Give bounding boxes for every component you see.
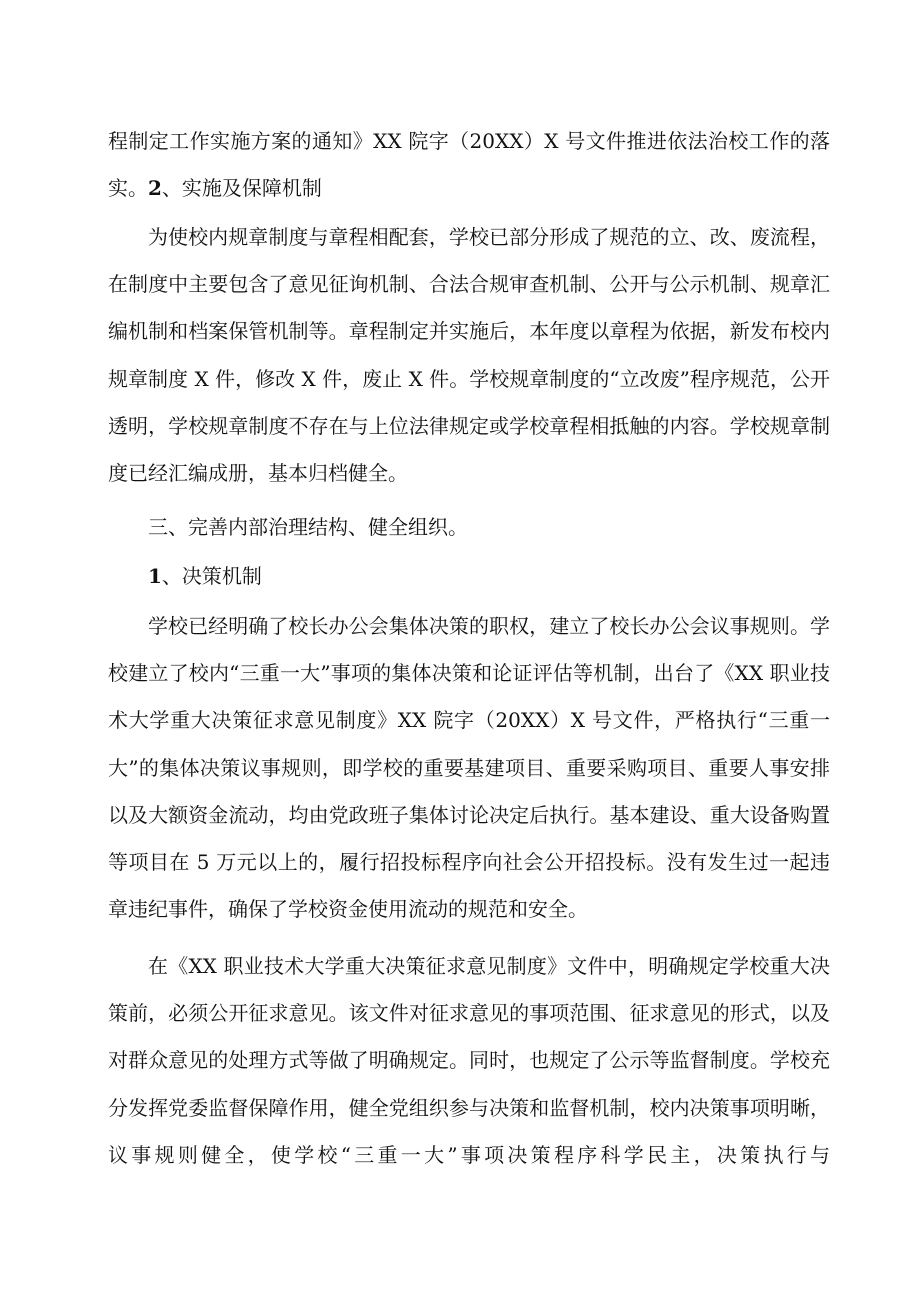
paragraph-decision: 学校已经明确了校长办公会集体决策的职权，建立了校长办公会议事规则。学校建立了校内“三重一大”事项的集体决策和论证评估等机制，出台了《XX 职业技术大学重大决策征求意见制度》XX 院字（20XX）X 号文件，严格执行“三重一大”的集体决策议事规则，即学校的重要基建项目、重要采购项目、重要人事安排以及大额资金流动，均由党政班子集体讨论决定后执行。基本建设、重大设备购置等项目在 5 万元以上的，履行招投标程序向社会公开招投标。没有发生过一起违章违纪事件，确保了学校资金使用流动的规范和安全。 xyxy=(108,614,830,922)
section-title: 、决策机制 xyxy=(161,564,262,588)
paragraph-implementation: 为使校内规章制度与章程相配套，学校已部分形成了规范的立、改、废流程，在制度中主要包含了意见征询机制、合法合规审查机制、公开与公示机制、规章汇编机制和档案保管机制等。章程制定并实施后，本年度以章程为依据，新发布校内规章制度 X 件，修改 X 件，废止 X 件。学校规章制度的“立改废”程序规范，公开透明，学校规章制度不存在与上位法律规定或学校章程相抵触的内容。学校规章制度已经汇编成册，基本归档健全。 xyxy=(108,225,830,486)
section-number: 2 xyxy=(148,176,162,200)
section-number: 1 xyxy=(148,564,162,588)
section-heading-3-1 xyxy=(108,553,830,600)
section-heading-2 xyxy=(108,165,830,212)
paragraph-consultation: 在《XX 职业技术大学重大决策征求意见制度》文件中，明确规定学校重大决策前，必须公开征求意见。该文件对征求意见的事项范围、征求意见的形式，以及对群众意见的处理方式等做了明确规定。同时，也规定了公示等监督制度。学校充分发挥党委监督保障作用，健全党组织参与决策和监督机制，校内决策事项明晰，议事规则健全，使学校“三重一大”事项决策程序科学民主，决策执行与 xyxy=(108,954,830,1167)
section-title: 、实施及保障机制 xyxy=(161,176,322,200)
paragraph-continuation: 程制定工作实施方案的通知》XX 院字（20XX）X 号文件推进依法治校工作的落实。 xyxy=(108,129,830,201)
section-heading-3: 三、完善内部治理结构、健全组织。 xyxy=(148,515,468,539)
